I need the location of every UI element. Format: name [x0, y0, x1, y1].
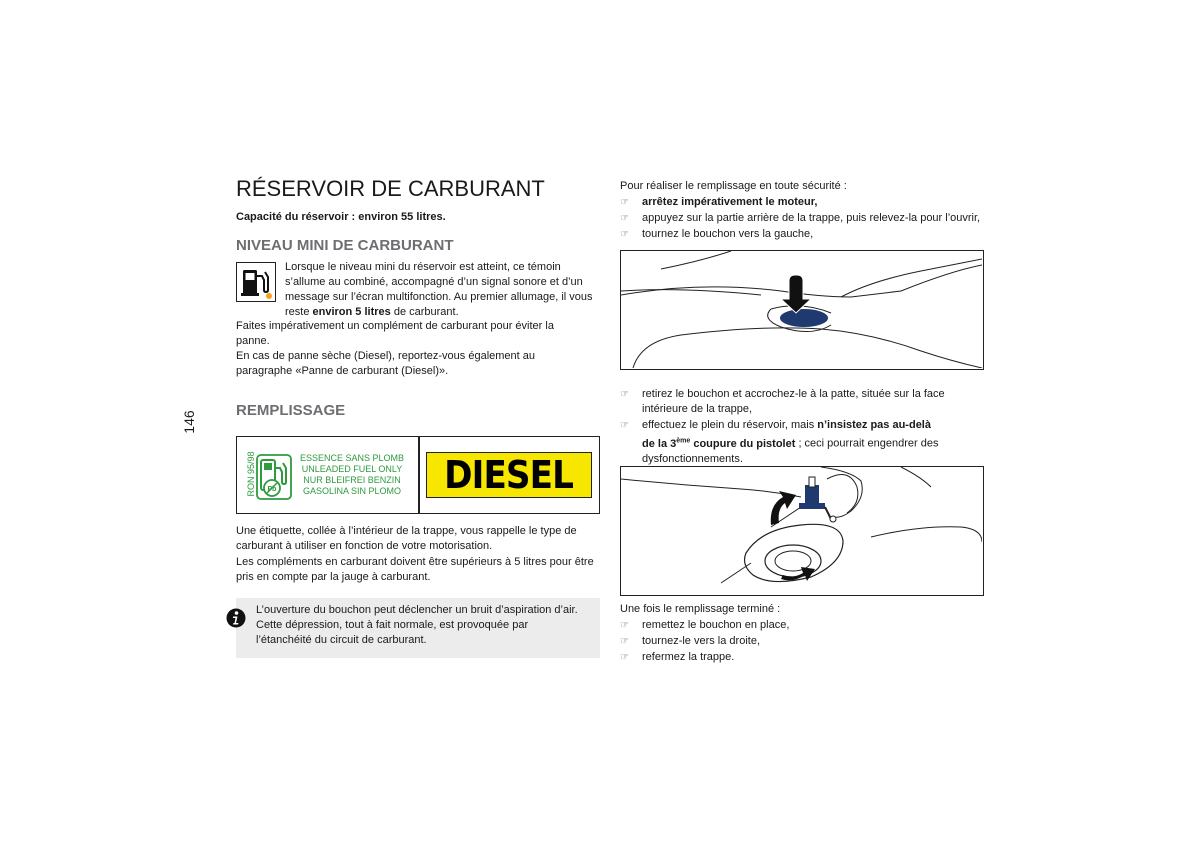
diesel-text: DIESEL	[444, 453, 574, 497]
steps-list-3	[620, 618, 990, 665]
list-item: ☞ tournez-le vers la droite,	[620, 635, 760, 647]
section-heading-min-level: NIVEAU MINI DE CARBURANT	[236, 237, 454, 254]
diesel-breakdown-paragraph: En cas de panne sèche (Diesel), reportez-vous également au paragraphe «Panne de carburant (Diesel)».	[236, 350, 536, 377]
refuel-warning-paragraph: Faites impérativement un complément de carburant pour éviter la panne.	[236, 320, 554, 347]
diesel-label	[426, 452, 592, 498]
label-explanation-paragraph: Une étiquette, collée à l’intérieur de la trappe, vous rappelle le type de carburant à utiliser en fonction de votre motorisation.	[236, 525, 577, 552]
page-number: 146	[181, 410, 197, 434]
unleaded-pump-icon	[256, 454, 292, 500]
gauge-paragraph: Les compléments en carburant doivent être supérieurs à 5 litres pour être pris en compte par la jauge à carburant.	[236, 556, 594, 583]
pointing-hand-icon: ☞	[620, 389, 629, 400]
section-heading-filling: REMPLISSAGE	[236, 402, 346, 419]
pointing-hand-icon: ☞	[620, 420, 629, 431]
end-intro: Une fois le remplissage terminé :	[620, 603, 781, 615]
list-item: ☞ tournez le bouchon vers la gauche,	[620, 228, 814, 240]
pointing-hand-icon: ☞	[620, 652, 629, 663]
fuel-label-divider	[418, 436, 420, 514]
info-icon	[226, 608, 246, 628]
page-title: RÉSERVOIR DE CARBURANT	[236, 176, 545, 201]
essence-line: NUR BLEIFREI BENZIN	[303, 475, 401, 485]
list-item: ☞ effectuez le plein du réservoir, mais n’insistez pas au-delà de la 3ème coupure du pistolet ; ceci pourrait engendrer des dysfonctionnements.	[620, 419, 939, 465]
pointing-hand-icon: ☞	[620, 197, 629, 208]
pointing-hand-icon: ☞	[620, 229, 629, 240]
unleaded-label-text	[296, 453, 408, 497]
list-item: ☞ retirez le bouchon et accrochez-le à la patte, située sur la face intérieure de la trappe,	[620, 388, 945, 415]
essence-line: UNLEADED FUEL ONLY	[301, 464, 403, 474]
pointing-hand-icon: ☞	[620, 636, 629, 647]
fuel-cap-removal-illustration	[620, 466, 984, 596]
steps-list-1	[620, 195, 990, 242]
list-item: ☞ refermez la trappe.	[620, 651, 735, 663]
essence-line: ESSENCE SANS PLOMB	[299, 453, 405, 463]
list-item: ☞ arrêtez impérativement le moteur,	[620, 196, 818, 208]
list-item: ☞ remettez le bouchon en place,	[620, 619, 790, 631]
min-level-paragraph: Lorsque le niveau mini du réservoir est atteint, ce témoin s’allume au combiné, accompagné d’un signal sonore et d’un message sur l’écran multifonction. Au premier allumage, il vous reste environ 5 litres de carburant.	[285, 261, 593, 318]
fuel-warning-icon	[236, 262, 276, 302]
fuel-flap-open-illustration	[620, 250, 984, 370]
list-item: ☞ appuyez sur la partie arrière de la trappe, puis relevez-la pour l’ouvrir,	[620, 212, 981, 224]
pointing-hand-icon: ☞	[620, 213, 629, 224]
svg-text:Pb: Pb	[267, 486, 277, 493]
info-text: L’ouverture du bouchon peut déclencher un bruit d’aspiration d’air. Cette dépression, tout à fait normale, est provoquée par l’étanchéité du circuit de carburant.	[256, 604, 578, 646]
safety-intro: Pour réaliser le remplissage en toute sécurité :	[620, 180, 847, 192]
pointing-hand-icon: ☞	[620, 620, 629, 631]
ron-label: RON 95/98	[246, 451, 256, 497]
steps-list-2	[620, 387, 990, 467]
capacity-note: Capacité du réservoir : environ 55 litres.	[236, 211, 446, 223]
essence-line: GASOLINA SIN PLOMO	[302, 486, 402, 496]
